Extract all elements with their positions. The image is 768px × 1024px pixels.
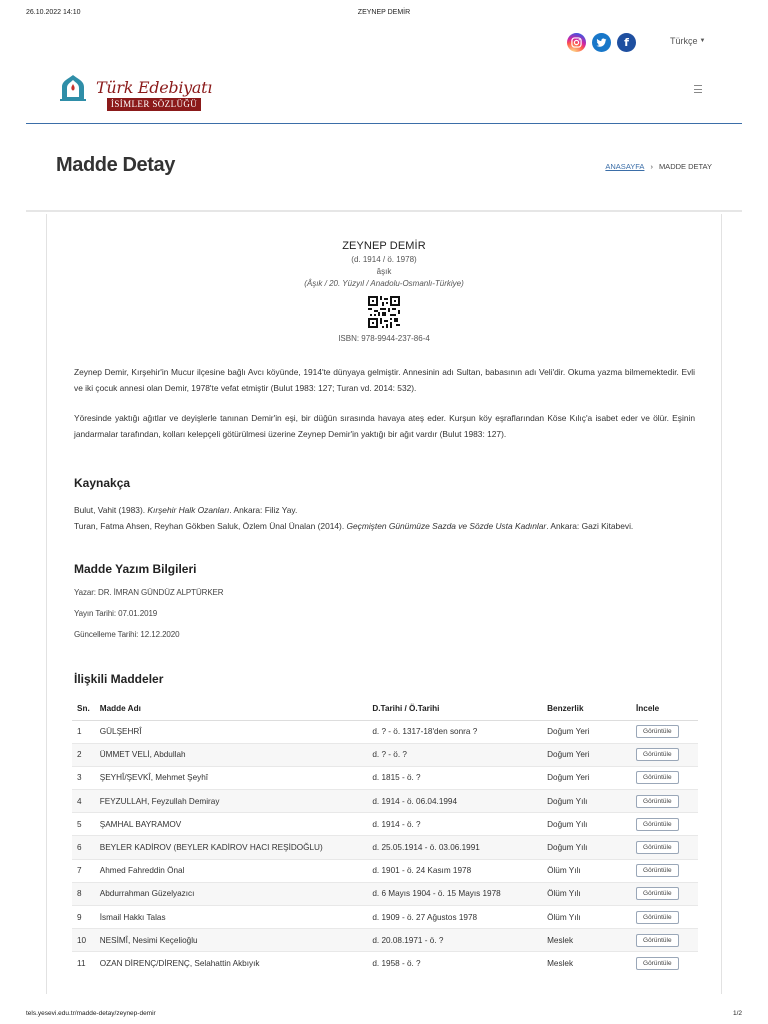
qr-code-icon — [368, 296, 400, 328]
column-header: Benzerlik — [542, 698, 631, 720]
view-button[interactable]: Görüntüle — [636, 818, 679, 831]
source-publisher: . Ankara: Gazi Kitabevi. — [546, 521, 634, 531]
row-similarity: Ölüm Yılı — [542, 882, 631, 905]
row-number: 7 — [72, 859, 95, 882]
print-page-number: 1/2 — [732, 1010, 742, 1017]
menu-line — [694, 92, 702, 93]
print-url: tels.yesevi.edu.tr/madde-detay/zeynep-demir — [26, 1010, 156, 1017]
row-action — [631, 813, 698, 836]
row-name: FEYZULLAH, Feyzullah Demiray — [95, 790, 368, 813]
row-similarity: Meslek — [542, 929, 631, 952]
table-row — [72, 790, 698, 813]
row-action — [631, 929, 698, 952]
source-authors: Turan, Fatma Ahsen, Reyhan Gökben Saluk, Özlem Ünal Ünalan (2014). — [74, 521, 347, 531]
university-emblem-icon — [54, 73, 92, 111]
row-similarity: Doğum Yeri — [542, 743, 631, 766]
row-dates: d. 1914 - ö. 06.04.1994 — [367, 790, 542, 813]
view-button[interactable]: Görüntüle — [636, 725, 679, 738]
row-name: NESİMÎ, Nesimi Keçelioğlu — [95, 929, 368, 952]
row-name: OZAN DİRENÇ/DİRENÇ, Selahattin Akbıyık — [95, 952, 368, 975]
source-authors: Bulut, Vahit (1983). — [74, 505, 148, 515]
entry-type: âşık — [376, 267, 392, 276]
row-dates: d. 1909 - ö. 27 Ağustos 1978 — [367, 906, 542, 929]
column-header: Madde Adı — [95, 698, 368, 720]
row-similarity: Meslek — [542, 952, 631, 975]
row-number: 3 — [72, 766, 95, 789]
table-row — [72, 813, 698, 836]
row-number: 2 — [72, 743, 95, 766]
row-similarity: Doğum Yılı — [542, 790, 631, 813]
print-title: ZEYNEP DEMİR — [357, 9, 411, 16]
view-button[interactable]: Görüntüle — [636, 887, 679, 900]
view-button[interactable]: Görüntüle — [636, 864, 679, 877]
row-number: 1 — [72, 720, 95, 743]
row-action — [631, 906, 698, 929]
brand-text — [96, 80, 212, 111]
print-header — [26, 9, 742, 21]
row-dates: d. 1914 - ö. ? — [367, 813, 542, 836]
entry-paragraph: Yöresinde yaktığı ağıtlar ve deyişlerle tanınan Demir'in eşi, bir düğün sırasında havaya ateş eder. Kurşun köy eşraflarından Köse Kılıç'a isabet eder ve ölür. Eşinin jandarmalar tarafından, kolları kelepçeli götürülmesi üzerine Zeynep Demir'in yaktığı bir ağıt vardır (Bulut 1983: 127). — [74, 413, 695, 439]
row-number: 11 — [72, 952, 95, 975]
row-name: Abdurrahman Güzelyazıcı — [95, 882, 368, 905]
row-number: 4 — [72, 790, 95, 813]
row-dates: d. 1958 - ö. ? — [367, 952, 542, 975]
chevron-down-icon: ▼ — [699, 38, 706, 44]
view-button[interactable]: Görüntüle — [636, 795, 679, 808]
view-button[interactable]: Görüntüle — [636, 911, 679, 924]
row-dates: d. 1815 - ö. ? — [367, 766, 542, 789]
top-bar — [26, 30, 742, 58]
entry-category: (Âşık / 20. Yüzyıl / Anadolu-Osmanlı-Türkiye) — [304, 279, 464, 288]
update-date: Güncelleme Tarihi: 12.12.2020 — [74, 630, 180, 639]
row-similarity: Doğum Yılı — [542, 813, 631, 836]
author: Yazar: DR. İMRAN GÜNDÜZ ALPTÜRKER — [74, 588, 224, 597]
row-similarity: Doğum Yeri — [542, 720, 631, 743]
row-dates: d. 25.05.1914 - ö. 03.06.1991 — [367, 836, 542, 859]
row-number: 8 — [72, 882, 95, 905]
brand-box-title: İSİMLER SÖZLÜĞÜ — [107, 98, 201, 111]
menu-line — [694, 89, 702, 90]
table-header-row — [72, 698, 698, 720]
source-item — [74, 518, 695, 534]
menu-line — [694, 85, 702, 86]
twitter-icon[interactable] — [592, 33, 611, 52]
table-row — [72, 929, 698, 952]
page-title: Madde Detay — [56, 154, 175, 176]
row-number: 9 — [72, 906, 95, 929]
row-similarity: Doğum Yeri — [542, 766, 631, 789]
language-label: Türkçe — [670, 36, 698, 46]
source-item — [74, 502, 695, 518]
row-number: 5 — [72, 813, 95, 836]
table-row — [72, 836, 698, 859]
table-row — [72, 882, 698, 905]
row-dates: d. 6 Mayıs 1904 - ö. 15 Mayıs 1978 — [367, 882, 542, 905]
sources-list — [74, 502, 695, 534]
row-name: Ahmed Fahreddin Önal — [95, 859, 368, 882]
brand-script-title: Türk Edebiyatı — [96, 78, 213, 97]
sources-heading: Kaynakça — [74, 476, 131, 490]
row-name: ŞAMHAL BAYRAMOV — [95, 813, 368, 836]
page-header — [26, 140, 742, 210]
row-name: BEYLER KADİROV (BEYLER KADİROV HACI REŞİDOĞLU) — [95, 836, 368, 859]
row-action — [631, 836, 698, 859]
isbn: ISBN: 978-9944-237-86-4 — [338, 334, 430, 343]
facebook-icon[interactable] — [617, 33, 636, 52]
row-name: GÜLŞEHRÎ — [95, 720, 368, 743]
table-row — [72, 952, 698, 975]
row-dates: d. ? - ö. ? — [367, 743, 542, 766]
row-similarity: Ölüm Yılı — [542, 859, 631, 882]
row-action — [631, 720, 698, 743]
instagram-icon[interactable] — [567, 33, 586, 52]
row-name: ŞEYHÎ/ŞEVKÎ, Mehmet Şeyhî — [95, 766, 368, 789]
breadcrumb-separator: › — [650, 162, 653, 171]
row-action — [631, 952, 698, 975]
row-action — [631, 882, 698, 905]
row-action — [631, 743, 698, 766]
row-action — [631, 766, 698, 789]
entry-dates: (d. 1914 / ö. 1978) — [351, 255, 417, 264]
row-dates: d. 1901 - ö. 24 Kasım 1978 — [367, 859, 542, 882]
column-header: İncele — [631, 698, 698, 720]
row-action — [631, 859, 698, 882]
site-logo[interactable] — [54, 73, 212, 111]
source-title: Kırşehir Halk Ozanları — [147, 505, 230, 515]
source-publisher: . Ankara: Filiz Yay. — [229, 505, 298, 515]
menu-icon[interactable] — [694, 85, 702, 93]
row-action — [631, 790, 698, 813]
publish-date: Yayın Tarihi: 07.01.2019 — [74, 609, 158, 618]
related-heading: İlişkili Maddeler — [74, 672, 164, 686]
table-row — [72, 906, 698, 929]
entry-paragraph: Zeynep Demir, Kırşehir'in Mucur ilçesine bağlı Avcı köyünde, 1914'te dünyaya gelmiştir. Annesinin adı Sultan, babasının adı Veli'dir. Okuma yazma bilmemektedir. Evli ve iki çocuk annesi olan Demir, 1978'te vefat etmiştir (Bulut 1983: 127; Turan vd. 2014: 532). — [74, 367, 695, 393]
table-row — [72, 720, 698, 743]
related-table — [72, 698, 698, 975]
view-button[interactable]: Görüntüle — [636, 771, 679, 784]
navbar — [26, 58, 742, 124]
related-rows — [72, 720, 698, 975]
row-dates: d. ? - ö. 1317-18'den sonra ? — [367, 720, 542, 743]
entry-header — [47, 240, 721, 343]
entry-name: ZEYNEP DEMİR — [342, 240, 426, 252]
social-links — [567, 33, 636, 52]
row-similarity: Doğum Yılı — [542, 836, 631, 859]
column-header: Sn. — [72, 698, 95, 720]
table-row — [72, 766, 698, 789]
breadcrumb-current: MADDE DETAY — [658, 162, 712, 171]
row-name: İsmail Hakkı Talas — [95, 906, 368, 929]
column-header: D.Tarihi / Ö.Tarihi — [367, 698, 542, 720]
row-similarity: Ölüm Yılı — [542, 906, 631, 929]
source-title: Geçmişten Günümüze Sazda ve Sözde Usta Kadınlar — [346, 521, 547, 531]
writing-info-heading: Madde Yazım Bilgileri — [74, 562, 197, 576]
facebook-glyph: f — [624, 36, 629, 49]
row-name: ÜMMET VELİ, Abdullah — [95, 743, 368, 766]
table-row — [72, 859, 698, 882]
table-row — [72, 743, 698, 766]
breadcrumb — [605, 162, 712, 171]
entry-card — [46, 214, 722, 994]
view-button[interactable]: Görüntüle — [636, 748, 679, 761]
divider — [26, 210, 742, 212]
breadcrumb-home-link[interactable]: ANASAYFA — [605, 162, 645, 171]
language-selector[interactable] — [670, 36, 705, 46]
row-dates: d. 20.08.1971 - ö. ? — [367, 929, 542, 952]
print-datetime: 26.10.2022 14:10 — [26, 9, 81, 16]
view-button[interactable]: Görüntüle — [636, 957, 679, 970]
view-button[interactable]: Görüntüle — [636, 934, 679, 947]
row-number: 6 — [72, 836, 95, 859]
row-number: 10 — [72, 929, 95, 952]
view-button[interactable]: Görüntüle — [636, 841, 679, 854]
